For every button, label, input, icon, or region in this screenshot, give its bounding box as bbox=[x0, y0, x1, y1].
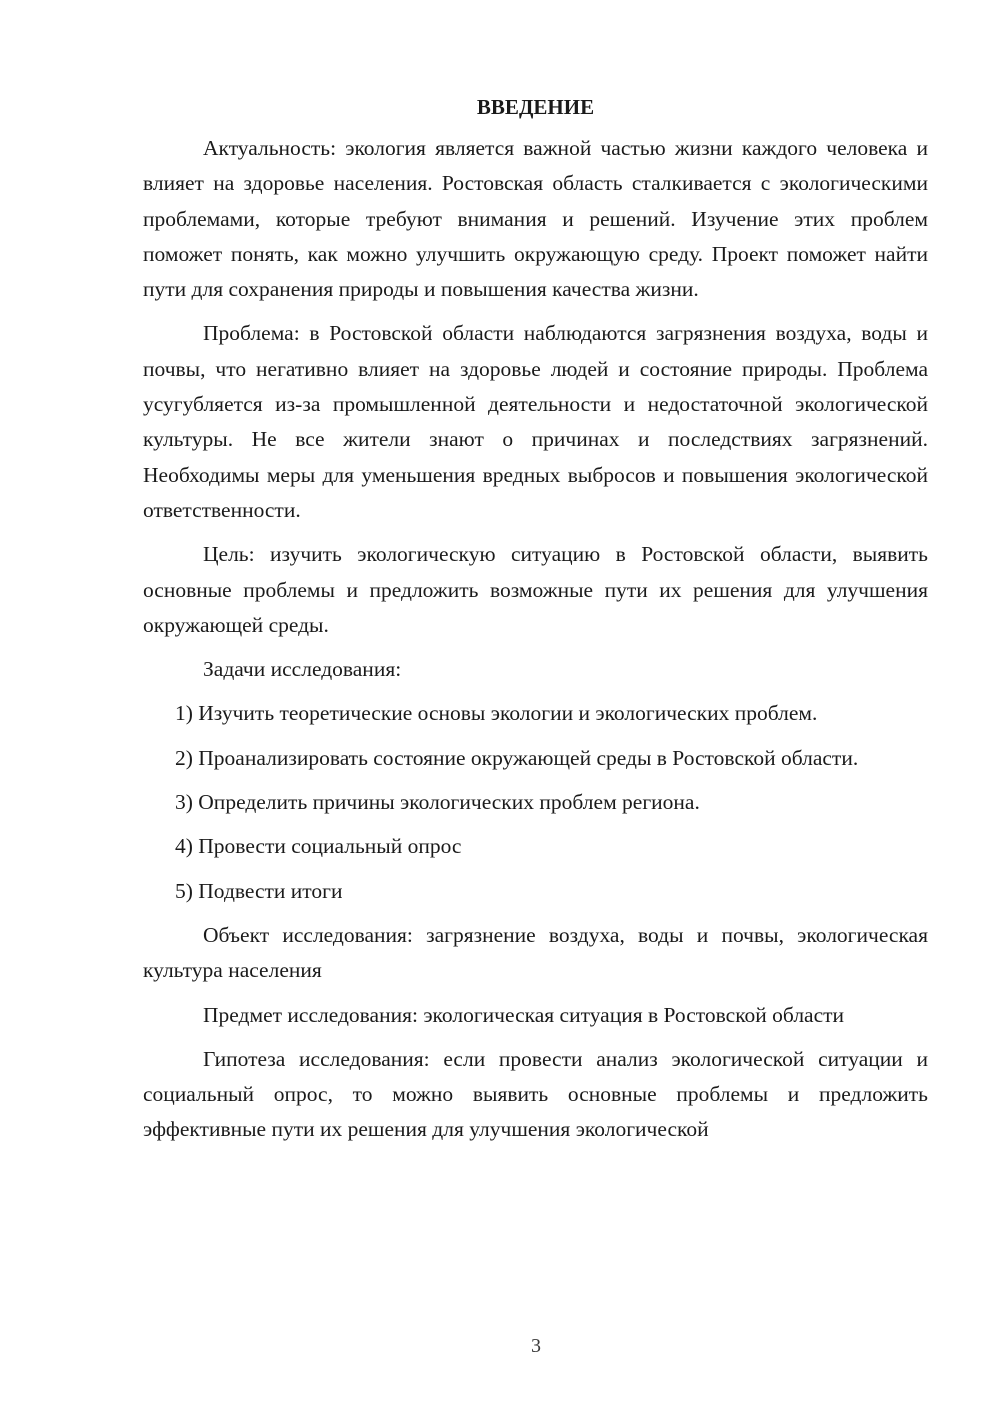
list-item: 3) Определить причины экологических проблем региона. bbox=[175, 790, 700, 815]
page-number: 3 bbox=[531, 1335, 541, 1357]
tasks-list bbox=[143, 696, 928, 908]
list-item: 1) Изучить теоретические основы экологии и экологических проблем. bbox=[175, 701, 818, 726]
tasks-heading: Задачи исследования: bbox=[203, 657, 402, 682]
paragraph-relevance: Актуальность: экология является важной частью жизни каждого человека и влияет на здоровье населения. Ростовская область сталкивается с экологическими проблемами, которые требуют внимания и решений. Изучение этих проблем поможет понять, как можно улучшить окружающую среду. Проект поможет найти пути для сохранения природы и повышения качества жизни. bbox=[143, 136, 928, 302]
paragraph-subject: Предмет исследования: экологическая ситуация в Ростовской области bbox=[203, 1002, 845, 1027]
paragraph-hypothesis: Гипотеза исследования: если провести анализ экологической ситуации и социальный опрос, то можно выявить основные проблемы и предложить эффективные пути их решения для улучшения экологической bbox=[143, 1046, 928, 1142]
list-item: 2) Проанализировать состояние окружающей среды в Ростовской области. bbox=[175, 745, 859, 770]
paragraph-object: Объект исследования: загрязнение воздуха, воды и почвы, экологическая культура населения bbox=[143, 922, 928, 983]
paragraph-problem: Проблема: в Ростовской области наблюдаются загрязнения воздуха, воды и почвы, что негативно влияет на здоровье людей и состояние природы. Проблема усугубляется из-за промышленной деятельности и недостаточной экологической культуры. Не все жители знают о причинах и последствиях загрязнений. Необходимы меры для уменьшения вредных выбросов и повышения экологической ответственности. bbox=[143, 321, 928, 522]
page-title: ВВЕДЕНИЕ bbox=[476, 95, 595, 119]
list-item: 5) Подвести итоги bbox=[175, 878, 343, 903]
document-page bbox=[143, 90, 928, 1157]
list-item: 4) Провести социальный опрос bbox=[175, 834, 462, 859]
paragraph-goal: Цель: изучить экологическую ситуацию в Ростовской области, выявить основные проблемы и предложить возможные пути их решения для улучшения окружающей среды. bbox=[143, 542, 928, 637]
